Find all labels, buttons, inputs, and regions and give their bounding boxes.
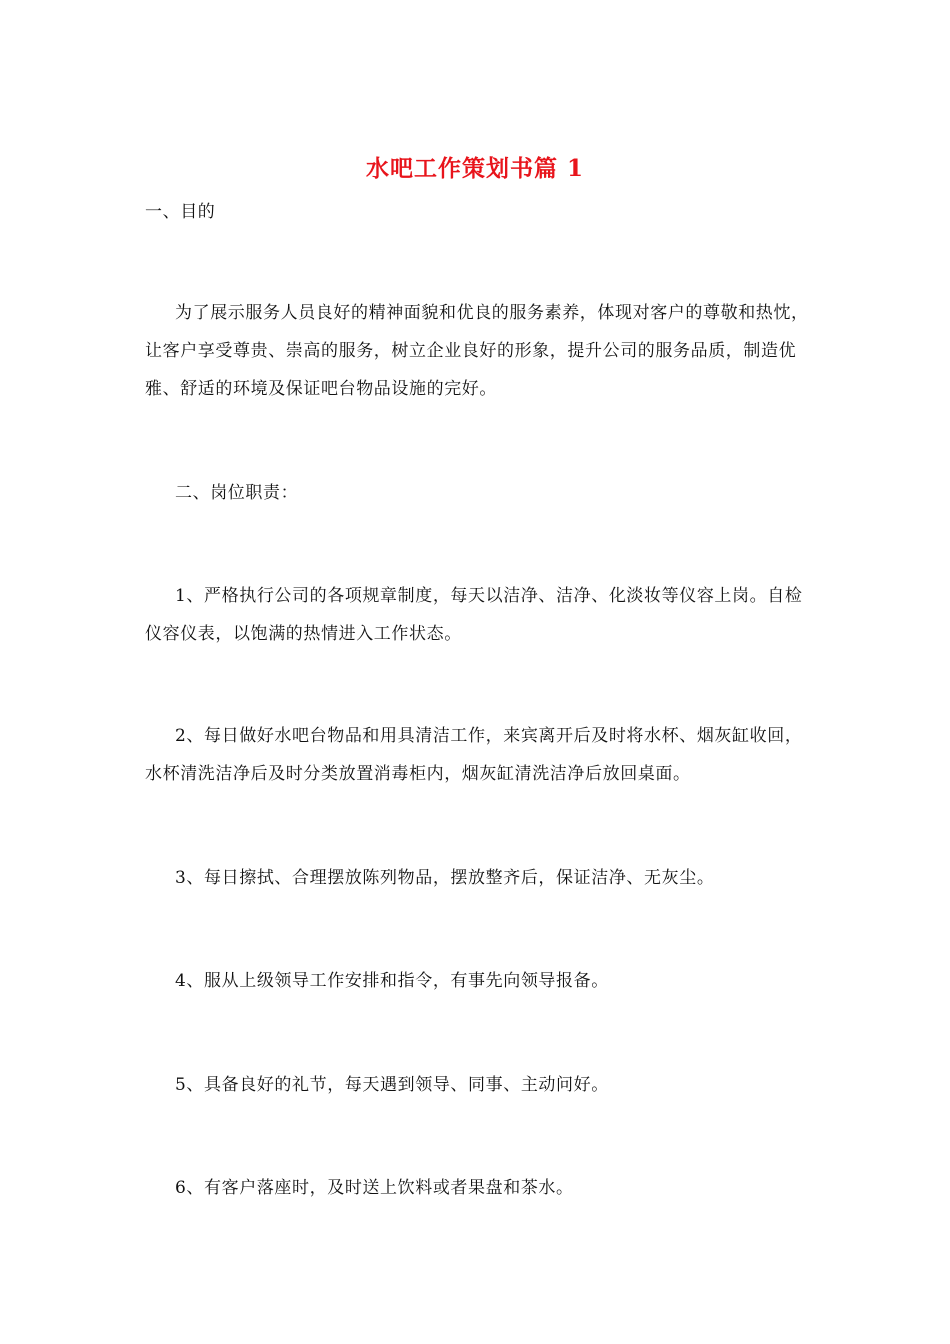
purpose-paragraph	[145, 294, 815, 408]
section-heading-purpose	[145, 193, 815, 231]
duty-item-text: 4、服从上级领导工作安排和指令，有事先向领导报备。	[175, 971, 609, 991]
duty-item-1	[145, 577, 815, 653]
section-heading-duties-text: 二、岗位职责：	[175, 483, 299, 503]
section-heading-purpose-text: 一、目的	[145, 202, 216, 222]
duty-item-text: 5、具备良好的礼节，每天遇到领导、同事、主动问好。	[175, 1075, 609, 1095]
duty-item-6	[145, 1169, 815, 1207]
duty-item-text: 3、每日擦拭、合理摆放陈列物品，摆放整齐后，保证洁净、无灰尘。	[175, 868, 715, 888]
duty-item-5	[145, 1066, 815, 1104]
duty-item-2	[145, 717, 815, 793]
purpose-paragraph-text: 为了展示服务人员良好的精神面貌和优良的服务素养，体现对客户的尊敬和热忱，让客户享受尊贵、崇高的服务，树立企业良好的形象，提升公司的服务品质，制造优雅、舒适的环境及保证吧台物品设施的完好。	[145, 303, 809, 399]
duty-item-3	[145, 859, 815, 897]
duty-item-text: 6、有客户落座时，及时送上饮料或者果盘和茶水。	[175, 1178, 574, 1198]
document-title: 水吧工作策划书篇 1	[365, 155, 584, 182]
section-heading-duties	[145, 474, 815, 512]
duty-item-text: 2、每日做好水吧台物品和用具清洁工作，来宾离开后及时将水杯、烟灰缸收回，水杯清洗洁净后及时分类放置消毒柜内，烟灰缸清洗洁净后放回桌面。	[145, 726, 803, 784]
duty-item-text: 1、严格执行公司的各项规章制度，每天以洁净、洁净、化淡妆等仪容上岗。自检仪容仪表，以饱满的热情进入工作状态。	[145, 586, 803, 644]
duty-item-4	[145, 962, 815, 1000]
